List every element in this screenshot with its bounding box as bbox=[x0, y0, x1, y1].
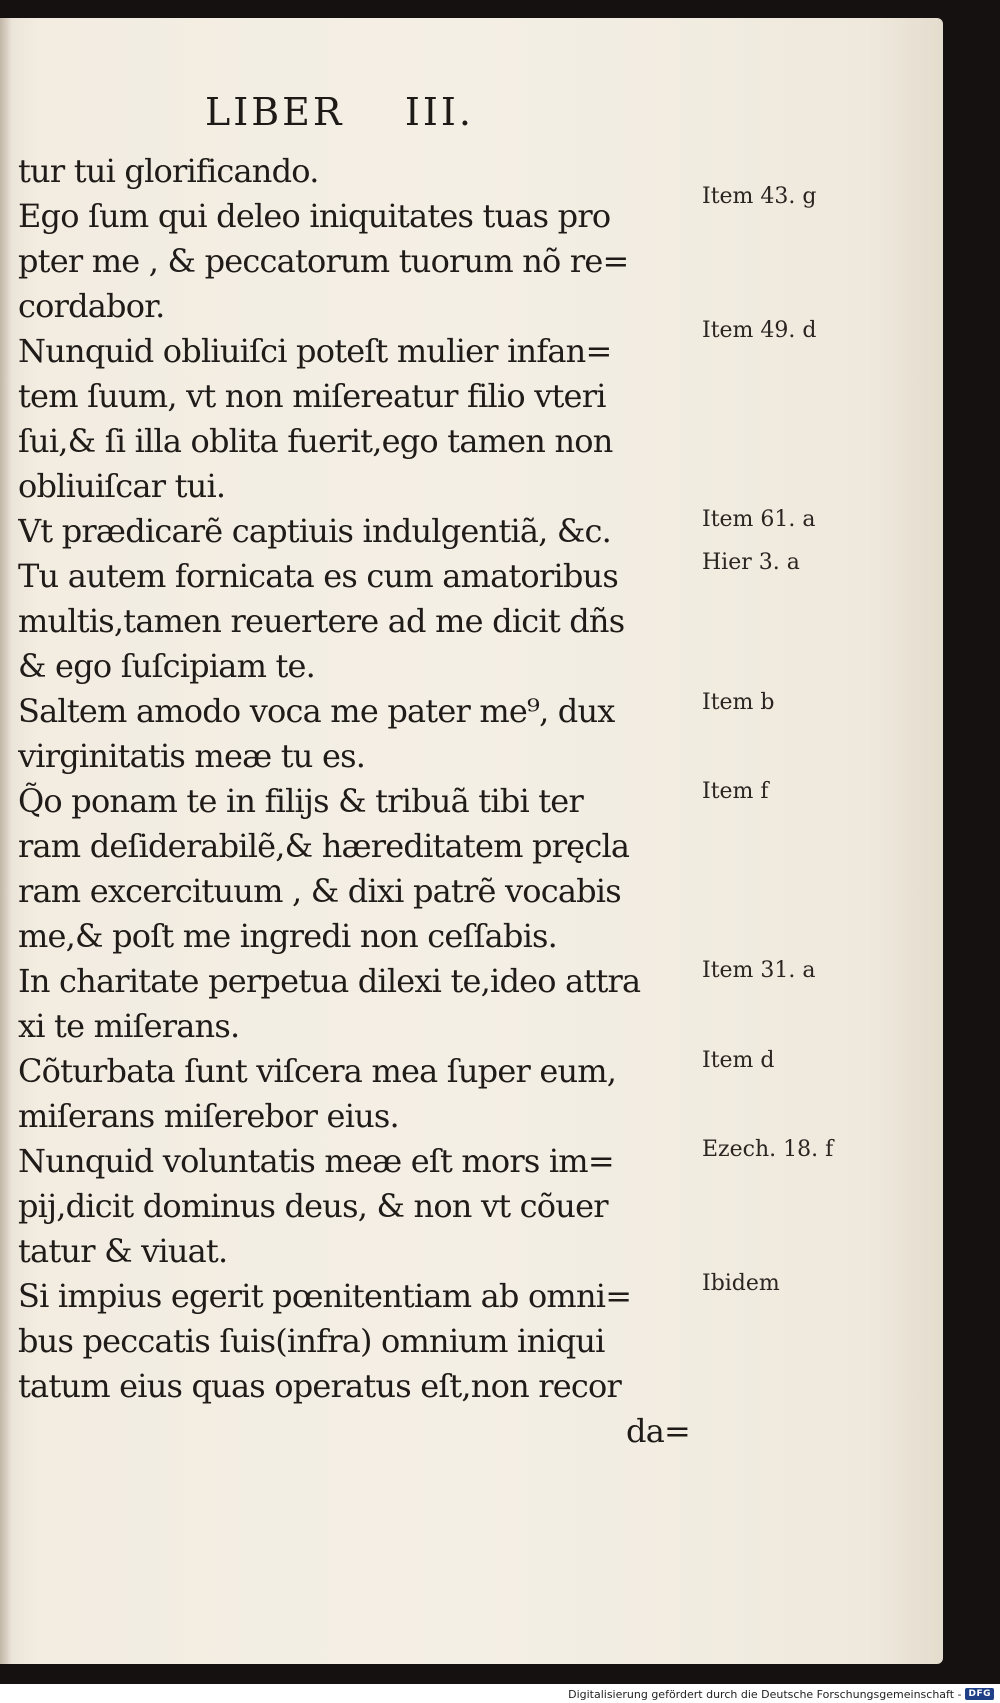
text-line: Nunquid obliuiſci poteſt mulier infan= bbox=[18, 332, 612, 370]
text-line: multis,tamen reuertere ad me dicit dñs bbox=[18, 602, 625, 640]
text-line: pij,dicit dominus deus, & non vt cõuer bbox=[18, 1187, 608, 1225]
text-line: tem ſuum, vt non miſereatur filio vteri bbox=[18, 377, 606, 415]
catchword: da= bbox=[626, 1412, 690, 1450]
marginal-note: Item f bbox=[702, 779, 769, 804]
text-line: cordabor. bbox=[18, 287, 165, 325]
credit-text: Digitalisierung gefördert durch die Deutsche Forschungsgemeinschaft - bbox=[568, 1687, 962, 1701]
text-line: ſui,& ſi illa oblita fuerit,ego tamen non bbox=[18, 422, 613, 460]
text-line: me,& poſt me ingredi non ceſſabis. bbox=[18, 917, 558, 955]
text-line: tur tui glorificando. bbox=[18, 152, 319, 190]
text-line: ram excercituum , & dixi patrẽ vocabis bbox=[18, 872, 621, 910]
marginal-note: Ibidem bbox=[702, 1271, 780, 1296]
body-text bbox=[18, 149, 690, 1454]
text-line: Vt prædicarẽ captiuis indulgentiã, &c. bbox=[18, 512, 612, 550]
text-line: miſerans miſerebor eius. bbox=[18, 1097, 399, 1135]
book-page bbox=[0, 18, 943, 1664]
gutter-shadow bbox=[0, 18, 12, 1664]
text-line: Si impius egerit pœnitentiam ab omni= bbox=[18, 1277, 632, 1315]
text-line: obliuiſcar tui. bbox=[18, 467, 226, 505]
marginal-note: Item 61. a bbox=[702, 507, 816, 532]
text-line: Nunquid voluntatis meæ eſt mors im= bbox=[18, 1142, 614, 1180]
text-line: In charitate perpetua dilexi te,ideo attra bbox=[18, 962, 641, 1000]
text-line: pter me , & peccatorum tuorum nõ re= bbox=[18, 242, 629, 280]
text-line: & ego ſuſcipiam te. bbox=[18, 647, 316, 685]
text-line: virginitatis meæ tu es. bbox=[18, 737, 366, 775]
text-line: bus peccatis ſuis(infra) omnium iniqui bbox=[18, 1322, 605, 1360]
text-line: tatur & viuat. bbox=[18, 1232, 228, 1270]
text-line: tatum eius quas operatus eſt,non recor bbox=[18, 1367, 621, 1405]
text-line: Cõturbata ſunt viſcera mea ſuper eum, bbox=[18, 1052, 617, 1090]
marginal-note: Item d bbox=[702, 1048, 775, 1073]
text-line: Tu autem fornicata es cum amatoribus bbox=[18, 557, 618, 595]
text-line: Q̃o ponam te in filijs & tribuã tibi ter bbox=[18, 782, 583, 820]
marginal-note: Ezech. 18. f bbox=[702, 1137, 834, 1162]
text-line: xi te miſerans. bbox=[18, 1007, 240, 1045]
text-line: ram deſiderabilẽ,& hæreditatem pręcla bbox=[18, 827, 630, 865]
marginal-note: Item b bbox=[702, 690, 775, 715]
text-line: Saltem amodo voca me pater me⁹, dux bbox=[18, 692, 615, 730]
running-title: LIBER III. bbox=[205, 90, 474, 134]
marginal-note: Hier 3. a bbox=[702, 550, 800, 575]
digitization-credit bbox=[568, 1685, 994, 1703]
marginal-note: Item 43. g bbox=[702, 184, 817, 209]
text-line: Ego ſum qui deleo iniquitates tuas pro bbox=[18, 197, 611, 235]
marginal-note: Item 49. d bbox=[702, 318, 817, 343]
dfg-logo: DFG bbox=[965, 1688, 994, 1700]
marginal-note: Item 31. a bbox=[702, 958, 816, 983]
